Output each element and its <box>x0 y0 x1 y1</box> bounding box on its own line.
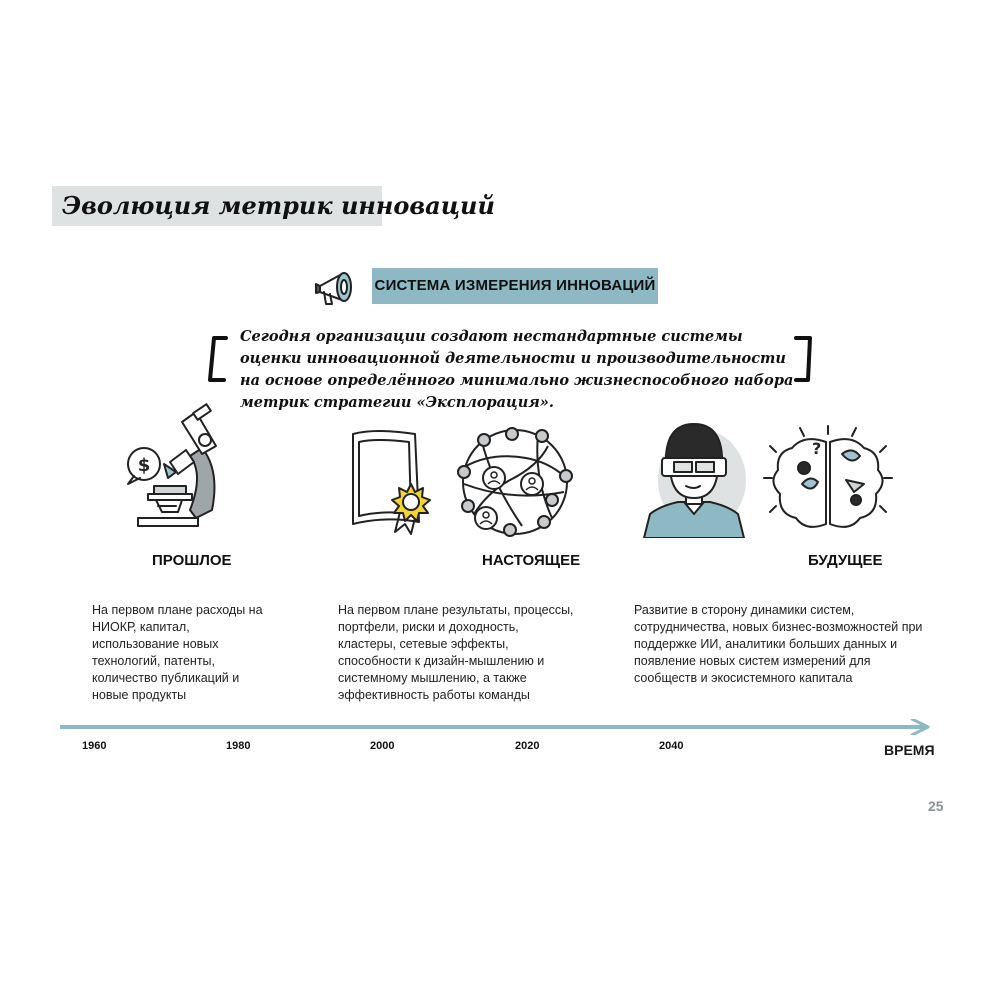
page-title: Эволюция метрик инноваций <box>62 191 495 220</box>
era-description-future: Развитие в сторону динамики систем, сотрудничества, новых бизнес-возможностей при поддержке ИИ, аналитики больших данных и появление новых систем измерений для сообществ и экосистемного капитала <box>634 603 923 685</box>
era-label-future: БУДУЩЕЕ <box>808 552 883 569</box>
network-icon <box>452 422 578 540</box>
left-bracket <box>206 334 230 384</box>
era-label-past: ПРОШЛОЕ <box>152 552 232 569</box>
timeline-arrow <box>60 719 932 735</box>
brain-icon <box>760 424 896 540</box>
certificate-icon <box>345 424 445 540</box>
timeline-year: 2040 <box>659 740 684 752</box>
page-number: 25 <box>928 798 944 814</box>
timeline-year: 1980 <box>226 740 251 752</box>
timeline-axis-label: ВРЕМЯ <box>884 742 935 758</box>
megaphone-icon <box>312 262 368 312</box>
timeline-year: 2000 <box>370 740 395 752</box>
era-description-past: На первом плане расходы на НИОКР, капитал, использование новых технологий, патенты, количество публикаций и новые продукты <box>92 603 263 702</box>
timeline-year: 2020 <box>515 740 540 752</box>
svg-text:$: $ <box>137 455 151 476</box>
vr-person-icon <box>640 414 750 538</box>
svg-text:?: ? <box>812 439 822 458</box>
era-label-present: НАСТОЯЩЕЕ <box>482 552 581 569</box>
era-description-present: На первом плане результаты, процессы, портфели, риски и доходность, кластеры, сетевые эффекты, способности к дизайн-мышлению и системному мышлению, а также эффективность работы команды <box>338 603 574 702</box>
quote: Сегодня организации создают нестандартные системы оценки инновационной деятельности и производительности на основе определённого минимально жизнеспособного набора метрик стратегии «Эксплорация». <box>240 328 794 411</box>
microscope-icon <box>112 400 232 540</box>
timeline-year: 1960 <box>82 740 107 752</box>
subheading: СИСТЕМА ИЗМЕРЕНИЯ ИННОВАЦИЙ <box>374 277 656 294</box>
